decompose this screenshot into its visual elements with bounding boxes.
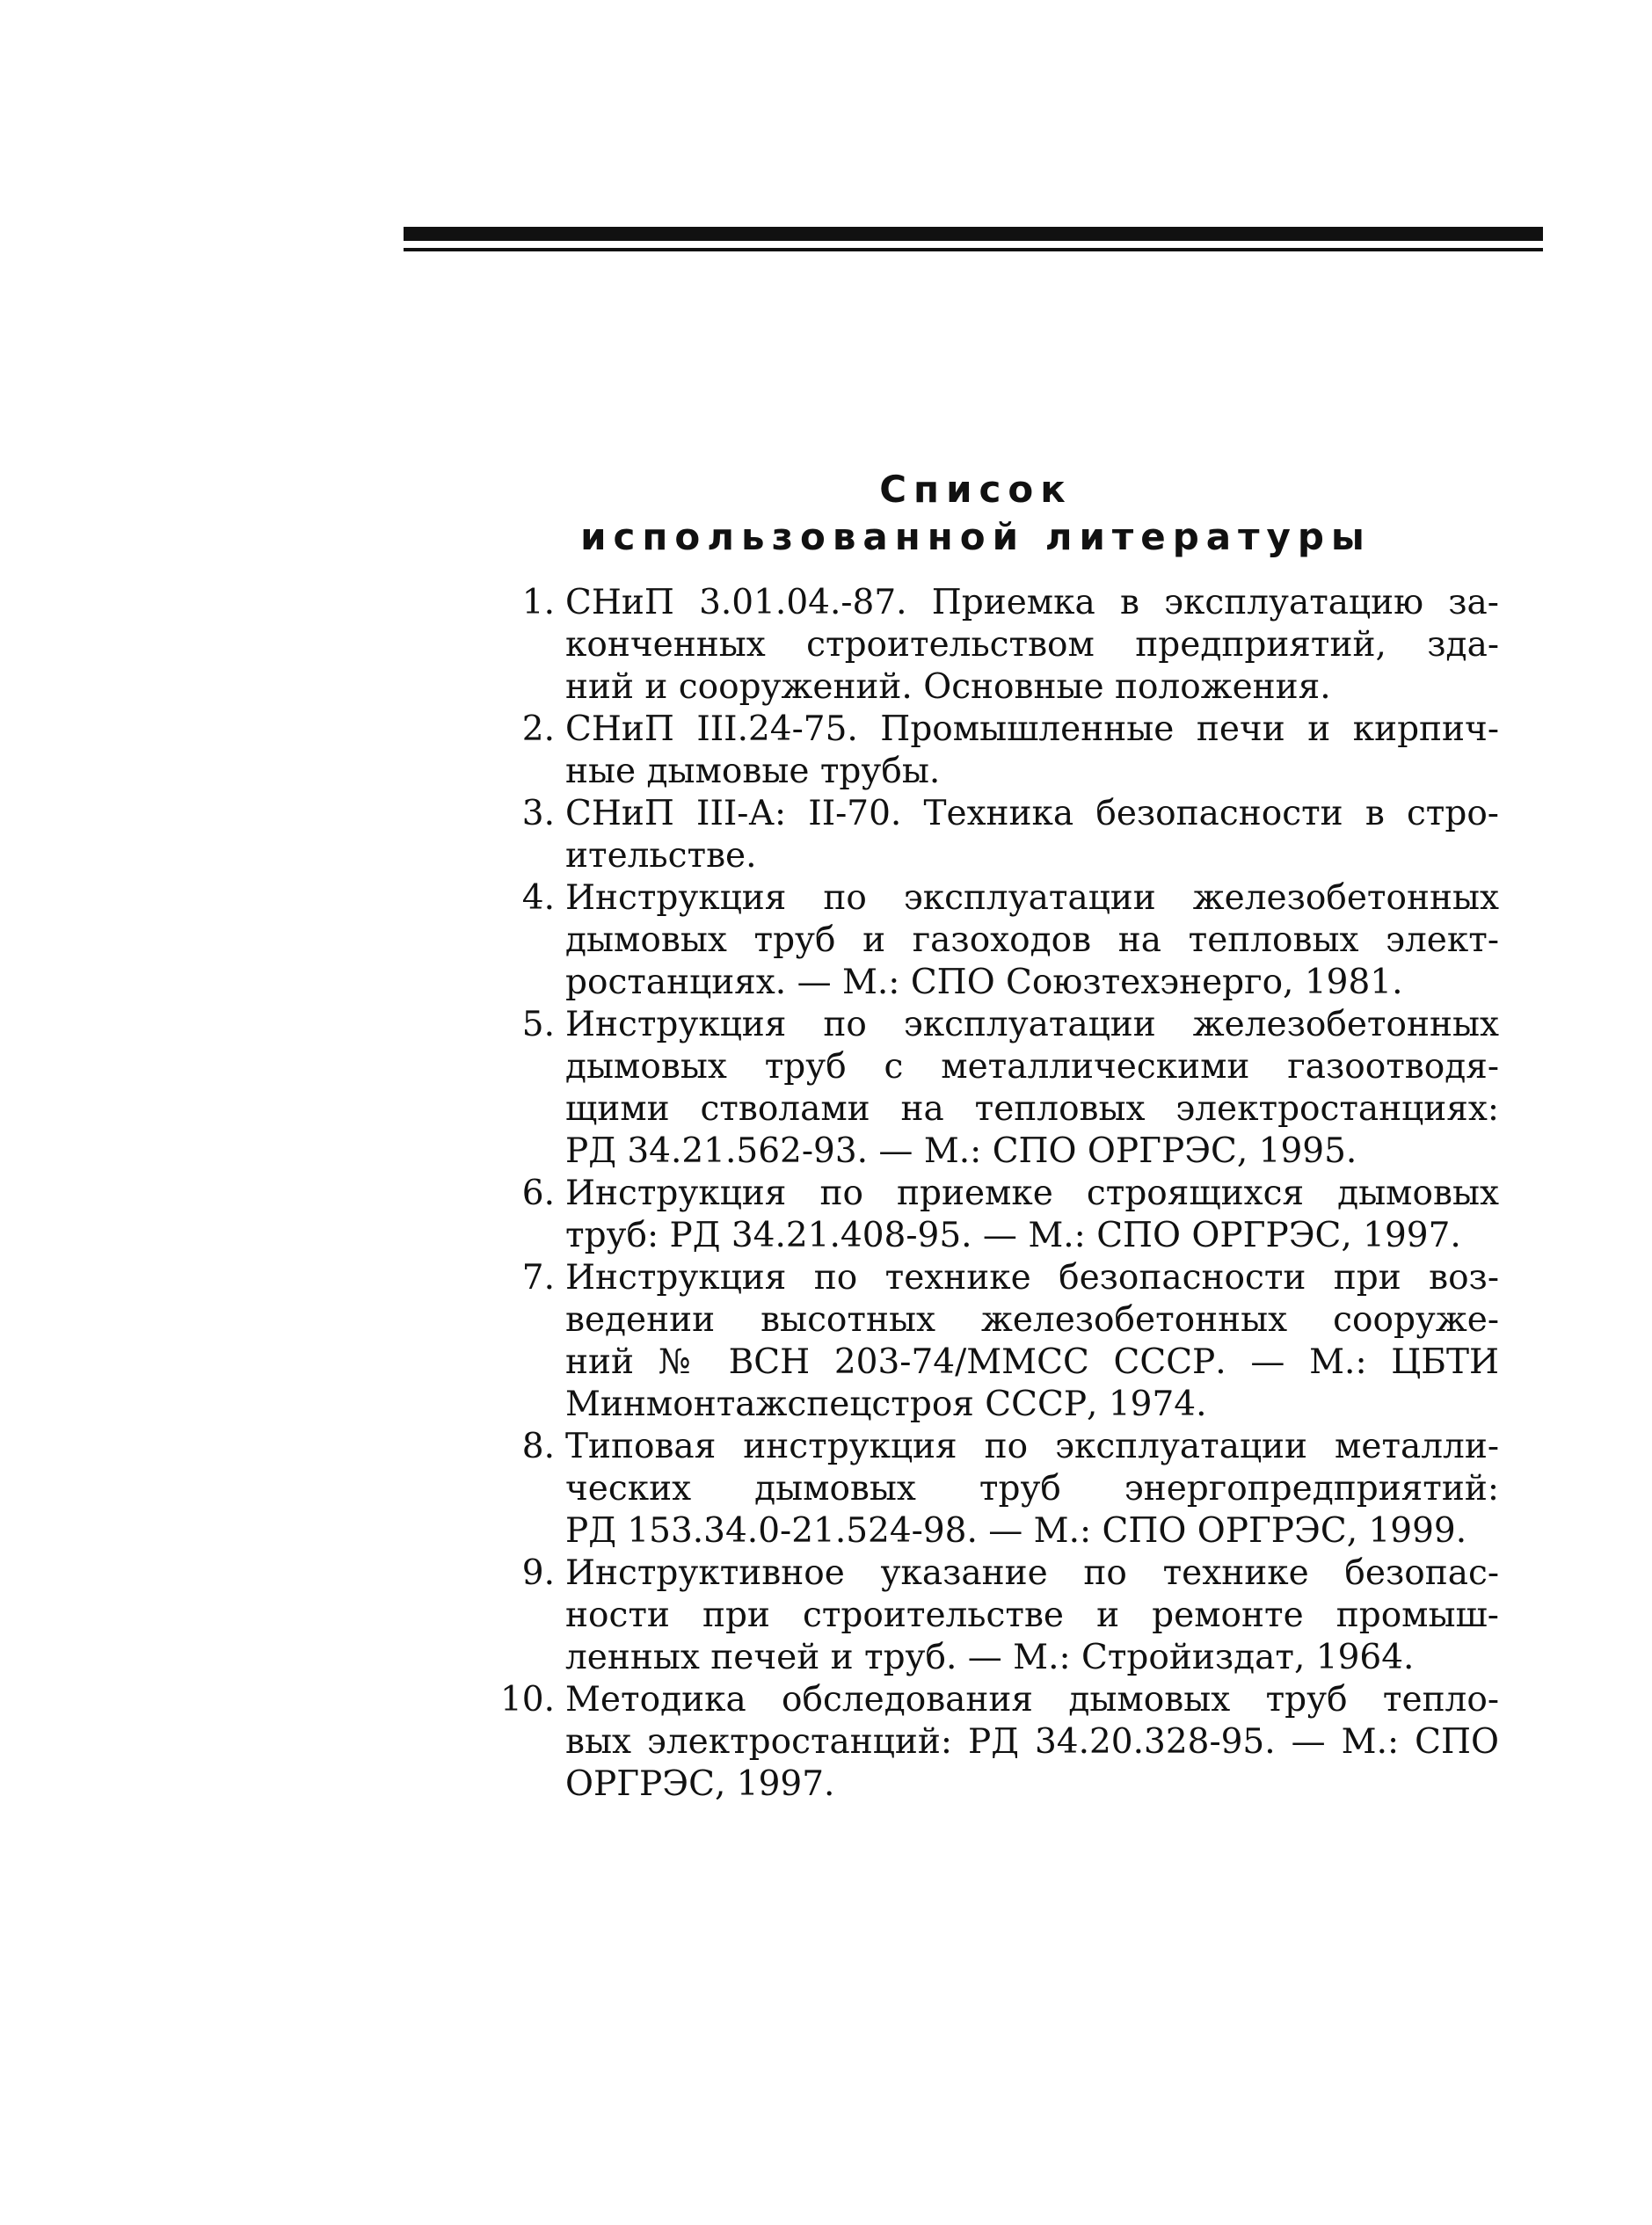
reference-number: 8. [521, 1427, 555, 1466]
reference-text-line: Минмонтажспецстроя СССР, 1974. [565, 1385, 1207, 1424]
reference-text-line: Методика обследования дымовых труб тепло- [565, 1680, 1499, 1720]
page-title [457, 466, 1495, 561]
reference-item [506, 877, 1499, 1004]
reference-text-line: ительстве. [565, 836, 757, 876]
reference-item [506, 1426, 1499, 1552]
reference-text-line: ческих дымовых труб энергопредприятий: [565, 1469, 1499, 1509]
reference-item [506, 709, 1499, 793]
reference-text-line: труб: РД 34.21.408-95. — М.: СПО ОРГРЭС, 1997. [565, 1216, 1461, 1255]
reference-text-line: ведении высотных железобетонных сооруже- [565, 1300, 1499, 1340]
reference-text-line: Инструкция по технике безопасности при воз- [565, 1258, 1499, 1298]
reference-text-line: ний № ВСН 203-74/ММСС СССР. — М.: ЦБТИ [565, 1342, 1499, 1382]
reference-list [499, 582, 1499, 1806]
reference-text-line: СНиП III.24-75. Промышленные печи и кирпич- [565, 709, 1499, 749]
reference-text-line: СНиП 3.01.04.-87. Приемка в эксплуатацию за- [565, 583, 1499, 622]
reference-text-line: ростанциях. — М.: СПО Союзтехэнерго, 1981. [565, 963, 1403, 1002]
reference-text-line: дымовых труб с металлическими газоотводя- [565, 1047, 1499, 1087]
header-rule-thick [404, 227, 1543, 241]
reference-number: 1. [521, 583, 555, 622]
reference-text-line: Инструктивное указание по технике безопас- [565, 1553, 1499, 1593]
reference-number: 10. [499, 1680, 555, 1720]
reference-number: 3. [521, 794, 555, 833]
header-rule-thin [404, 248, 1543, 251]
page-title-line-1: Список [879, 468, 1073, 511]
reference-number: 4. [521, 878, 555, 918]
reference-text-line: ОРГРЭС, 1997. [565, 1764, 835, 1804]
reference-text-line: ний и сооружений. Основные положения. [565, 667, 1331, 707]
reference-item [506, 1173, 1499, 1257]
reference-text-line: щими стволами на тепловых электростанциях: [565, 1089, 1499, 1129]
reference-text-line: дымовых труб и газоходов на тепловых элект- [565, 920, 1499, 960]
reference-text-line: Инструкция по приемке строящихся дымовых [565, 1174, 1499, 1213]
reference-item [499, 1679, 1499, 1806]
reference-number: 2. [521, 709, 555, 749]
reference-number: 6. [521, 1174, 555, 1213]
reference-item [506, 793, 1499, 877]
reference-text-line: СНиП III-А: II-70. Техника безопасности в стро- [565, 794, 1499, 833]
reference-text-line: конченных строительством предприятий, зда- [565, 625, 1499, 665]
reference-number: 9. [521, 1553, 555, 1593]
reference-item [506, 582, 1499, 709]
reference-item [506, 1004, 1499, 1173]
page-title-line-2: использованной литературы [580, 515, 1372, 558]
reference-text-line: ные дымовые трубы. [565, 752, 941, 791]
reference-item [506, 1257, 1499, 1426]
reference-item [506, 1552, 1499, 1679]
reference-text-line: ности при строительстве и ремонте промыш- [565, 1596, 1499, 1635]
reference-text-line: ленных печей и труб. — М.: Стройиздат, 1964. [565, 1638, 1415, 1677]
reference-number: 7. [521, 1258, 555, 1298]
reference-number: 5. [521, 1005, 555, 1044]
reference-text-line: вых электростанций: РД 34.20.328-95. — М.: СПО [565, 1722, 1499, 1762]
reference-text-line: Инструкция по эксплуатации железобетонных [565, 878, 1499, 918]
reference-text-line: РД 34.21.562-93. — М.: СПО ОРГРЭС, 1995. [565, 1131, 1357, 1171]
reference-text-line: Инструкция по эксплуатации железобетонных [565, 1005, 1499, 1044]
reference-text-line: Типовая инструкция по эксплуатации металли- [565, 1427, 1499, 1466]
reference-text-line: РД 153.34.0-21.524-98. — М.: СПО ОРГРЭС, 1999. [565, 1511, 1467, 1551]
